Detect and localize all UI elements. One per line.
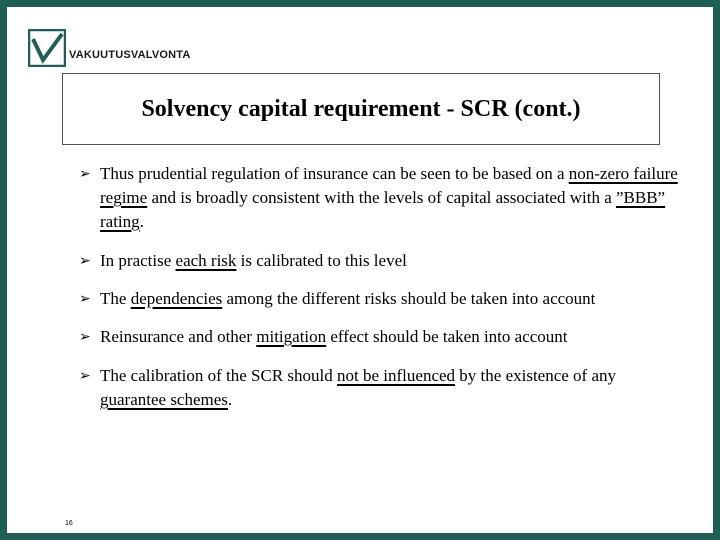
arrow-bullet-icon: ➢ <box>79 291 91 307</box>
list-item: ➢ The dependencies among the different risks should be taken into account <box>79 287 679 311</box>
underlined-text: mitigation <box>256 327 327 346</box>
list-item: ➢ The calibration of the SCR should not be influenced by the existence of any guarantee schemes. <box>79 366 617 409</box>
arrow-bullet-icon: ➢ <box>79 166 91 182</box>
vakuutusvalvonta-logo-icon <box>28 29 66 67</box>
list-item: ➢ In practise each risk is calibrated to this level <box>79 249 679 273</box>
arrow-bullet-icon: ➢ <box>79 368 91 384</box>
list-item: ➢ Thus prudential regulation of insurance can be seen to be based on a non-zero failure regime and is broadly consistent with the levels of capital associated with a ”BBB” rating. <box>79 164 678 231</box>
bullet-list <box>79 162 679 412</box>
underlined-text: not be influenced <box>337 366 456 385</box>
underlined-text: dependencies <box>130 289 223 308</box>
arrow-bullet-icon: ➢ <box>79 329 91 345</box>
page-number: 16 <box>65 520 73 527</box>
slide <box>7 7 713 533</box>
underlined-text: ”BBB” rating <box>100 188 666 231</box>
title-box <box>62 73 660 145</box>
underlined-text: non-zero failure regime <box>100 164 678 207</box>
underlined-text: guarantee schemes <box>100 390 228 409</box>
arrow-bullet-icon: ➢ <box>79 253 91 269</box>
underlined-text: each risk <box>175 251 237 270</box>
list-item: ➢ Reinsurance and other mitigation effect should be taken into account <box>79 325 679 349</box>
logo-text: VAKUUTUSVALVONTA <box>69 49 191 61</box>
page-title: Solvency capital requirement - SCR (cont.) <box>141 95 581 122</box>
